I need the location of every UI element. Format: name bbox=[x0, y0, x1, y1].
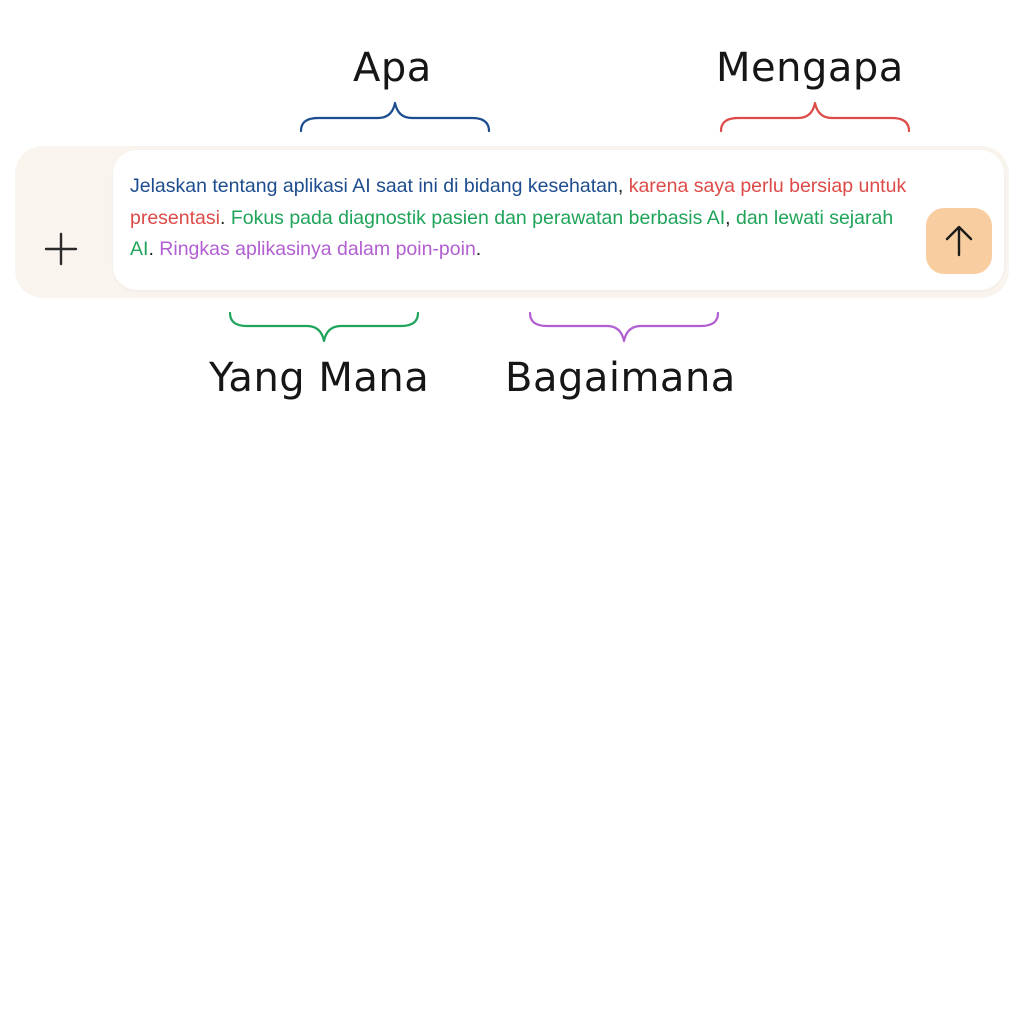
add-attachment-button[interactable] bbox=[34, 222, 88, 276]
prompt-separator: . bbox=[219, 206, 226, 229]
prompt-segment-which-1: Fokus pada diagnostik pasien dan perawatan berbasis AI bbox=[230, 206, 726, 229]
prompt-segment-why: karena saya perlu bersiap untuk presentasi bbox=[130, 175, 907, 229]
prompt-separator: , bbox=[617, 175, 624, 197]
send-button[interactable] bbox=[926, 208, 992, 274]
brace-what bbox=[300, 100, 490, 136]
label-why: Mengapa bbox=[716, 45, 904, 91]
prompt-separator: . bbox=[475, 238, 482, 260]
label-which: Yang Mana bbox=[209, 355, 430, 401]
prompt-segment-which-2: dan lewati sejarah AI bbox=[130, 206, 894, 260]
label-what: Apa bbox=[353, 45, 432, 91]
brace-why bbox=[720, 100, 910, 136]
prompt-separator: , bbox=[725, 206, 731, 229]
arrow-up-icon bbox=[942, 224, 976, 258]
prompt-text bbox=[130, 171, 910, 266]
plus-icon bbox=[43, 231, 79, 267]
brace-how bbox=[529, 308, 719, 344]
label-how: Bagaimana bbox=[505, 355, 736, 401]
prompt-separator: . bbox=[148, 238, 154, 260]
brace-which bbox=[229, 308, 419, 344]
prompt-segment-what: Jelaskan tentang aplikasi AI saat ini di bidang kesehatan bbox=[130, 175, 618, 197]
prompt-segment-how: Ringkas aplikasinya dalam poin-poin bbox=[159, 238, 476, 260]
